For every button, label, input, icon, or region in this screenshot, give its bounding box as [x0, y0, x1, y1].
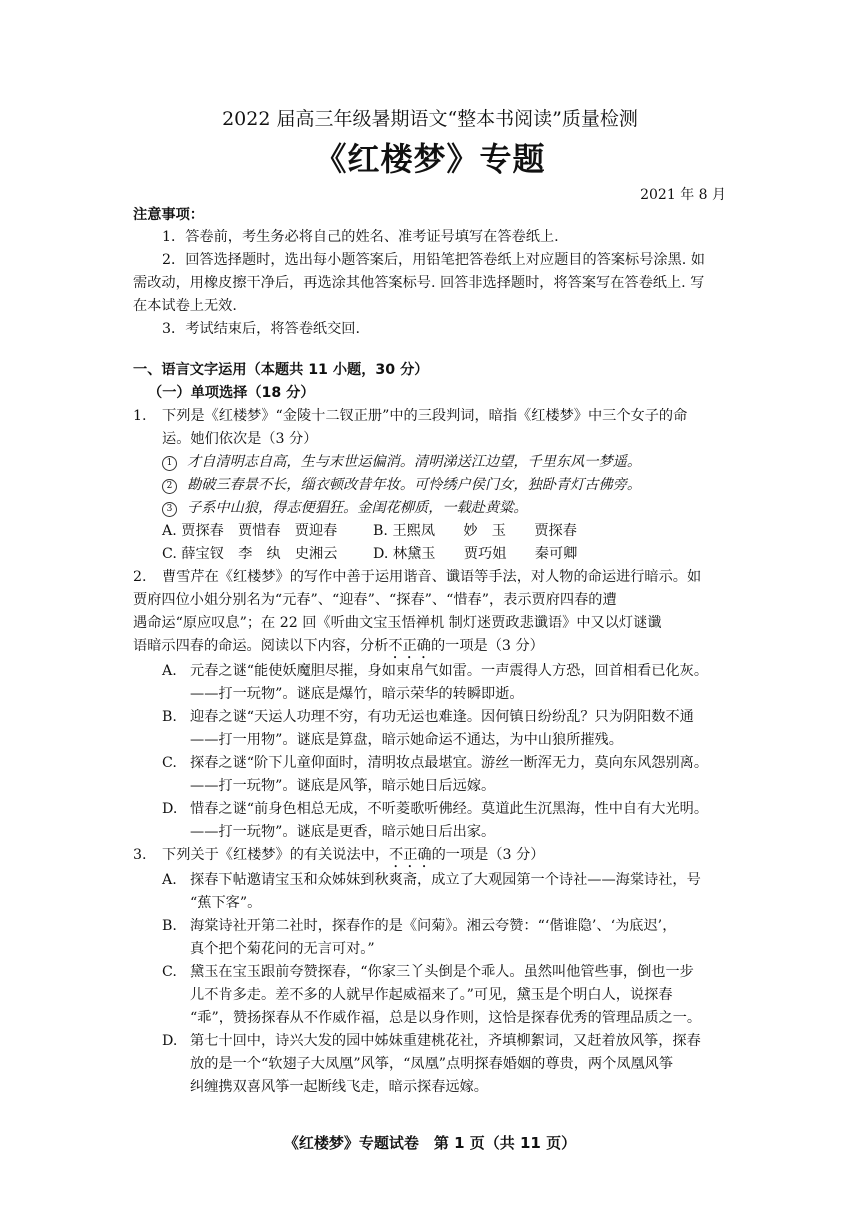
option-text: “蕉下客”。 [190, 895, 262, 911]
verse-line [162, 451, 641, 473]
option-text: 真个把个菊花问的无言可对。” [190, 941, 375, 957]
option-text: 黛玉在宝玉跟前夸赞探春，“你家三丫头倒是个乖人。虽然叫他管些事，倒也一步 [190, 964, 694, 980]
question-stem [133, 635, 544, 662]
stem-text: 的一项是（3 分） [431, 847, 545, 863]
emphasis-text: 不正确 [389, 847, 432, 863]
verse-text: 才自清明志自高，生与末世运偏消。清明涕送江边望，千里东风一梦遥。 [187, 454, 642, 470]
option-text: 惜春之谜“前身色相总无成，不听菱歌听佛经。莫道此生沉黑海，性中自有大光明。 [190, 801, 709, 817]
question-stem: 运。她们依次是（3 分） [162, 431, 318, 447]
circled-number-2: 2 [162, 479, 177, 494]
option-text: 元春之谜“能使妖魔胆尽摧，身如束帛气如雷。一声震得人方恐，回首相看已化灰。 [190, 663, 709, 679]
option-label: B. [162, 918, 177, 934]
option-text: “乖”，赞扬探春从不作威作福，总是以身作则，这恰是探春优秀的管理品质之一。 [190, 1010, 702, 1026]
question-stem [162, 844, 544, 871]
option-label: D. [162, 1033, 178, 1049]
option-label: A. [162, 872, 177, 888]
verse-line [162, 474, 641, 496]
stem-text: 下列关于《红楼梦》的有关说法中， [162, 847, 390, 863]
question-stem: 曹雪芹在《红楼梦》的写作中善于运用谐音、谶语等手法，对人物的命运进行暗示。如 [162, 569, 702, 585]
option-label: C. [162, 755, 177, 771]
question-number: 2. [133, 569, 147, 585]
page-footer: 《红楼梦》专题试卷 第 1 页（共 11 页） [283, 1134, 577, 1152]
verse-line [162, 497, 528, 519]
option-label: C. [162, 964, 177, 980]
circled-number-3: 3 [162, 502, 177, 517]
exam-title: 2022 届高三年级暑期语文“整本书阅读”质量检测 [222, 108, 638, 130]
notice-line: 3．考试结束后，将答卷纸交回. [162, 321, 360, 337]
question-number: 1. [133, 408, 147, 424]
option-b: B. 王熙凤 妙 玉 贾探春 [373, 523, 577, 539]
section-title: 一、语言文字运用（本题共 11 小题，30 分） [133, 362, 429, 378]
notice-heading: 注意事项： [133, 207, 204, 223]
option-text: 迎春之谜“天运人功理不穷，有功无运也难逢。因何镇日纷纷乱？只为阴阳数不通 [190, 709, 694, 725]
option-text: ——打一玩物”。谜底是更香，暗示她日后出家。 [190, 824, 496, 840]
option-c: C. 薛宝钗 李 纨 史湘云 [162, 546, 338, 562]
option-label: B. [162, 709, 177, 725]
option-a: A. 贾探春 贾惜春 贾迎春 [162, 523, 338, 539]
exam-subtitle: 《红楼梦》专题 [314, 140, 546, 178]
verse-text: 子系中山狼，得志便猖狂。金闺花柳质，一载赴黄粱。 [187, 500, 528, 516]
question-stem: 贾府四位小姐分别名为“元春”、“迎春”、“探春”、“惜春”，表示贾府四春的遭 [133, 592, 617, 608]
option-text: 探春下帖邀请宝玉和众姊妹到秋爽斋，成立了大观园第一个诗社——海棠诗社，号 [190, 872, 701, 888]
option-text: 海棠诗社开第二社时，探春作的是《问菊》。湘云夸赞：“‘偕谁隐’、‘为底迟’， [190, 918, 677, 934]
circled-number-1: 1 [162, 456, 177, 471]
verse-text: 勘破三春景不长，缁衣顿改昔年妆。可怜绣户侯门女，独卧青灯古佛旁。 [187, 477, 642, 493]
option-text: 放的是一个“软翅子大凤凰”风筝，“凤凰”点明探春婚姻的尊贵，两个凤凰风筝 [190, 1056, 674, 1072]
option-label: A. [162, 663, 177, 679]
question-number: 3. [133, 847, 147, 863]
notice-line: 在本试卷上无效. [133, 298, 237, 314]
exam-date: 2021 年 8 月 [640, 187, 726, 203]
stem-text: 语暗示四春的命运。阅读以下内容，分析 [133, 638, 389, 654]
emphasis-text: 不正确 [388, 638, 431, 654]
option-d: D. 林黛玉 贾巧姐 秦可卿 [373, 546, 578, 562]
option-text: 第七十回中，诗兴大发的园中姊妹重建桃花社，齐填柳絮词，又赶着放风筝，探春 [190, 1033, 701, 1049]
option-text: ——打一玩物”。谜底是爆竹，暗示荣华的转瞬即逝。 [190, 686, 524, 702]
option-text: 探春之谜“阶下儿童仰面时，清明妆点最堪宜。游丝一断浑无力，莫向东风怨别离。 [190, 755, 709, 771]
option-text: ——打一玩物”。谜底是风筝，暗示她日后远嫁。 [190, 778, 496, 794]
question-stem: 遇命运“原应叹息”；在 22 回《听曲文宝玉悟禅机 制灯迷贾政悲谶语》中又以灯谜谶 [133, 615, 662, 631]
option-text: 儿不肯多走。差不多的人就早作起威福来了。”可见，黛玉是个明白人，说探春 [190, 987, 673, 1003]
question-stem: 下列是《红楼梦》“金陵十二钗正册”中的三段判词，暗指《红楼梦》中三个女子的命 [162, 408, 688, 424]
notice-line: 2．回答选择题时，选出每小题答案后，用铅笔把答卷纸上对应题目的答案标号涂黑. 如 [162, 252, 705, 268]
notice-line: 1．答卷前，考生务必将自己的姓名、准考证号填写在答卷纸上. [162, 229, 559, 245]
section-subtitle: （一）单项选择（18 分） [148, 385, 315, 401]
option-text: ——打一用物”。谜底是算盘，暗示她命运不通达，为中山狼所摧残。 [190, 732, 623, 748]
option-text: 纠缠携双喜风筝一起断线飞走，暗示探春远嫁。 [190, 1079, 488, 1095]
option-label: D. [162, 801, 178, 817]
notice-line: 需改动，用橡皮擦干净后，再选涂其他答案标号. 回答非选择题时，将答案写在答卷纸上. 写 [133, 275, 705, 291]
stem-text: 的一项是（3 分） [430, 638, 544, 654]
